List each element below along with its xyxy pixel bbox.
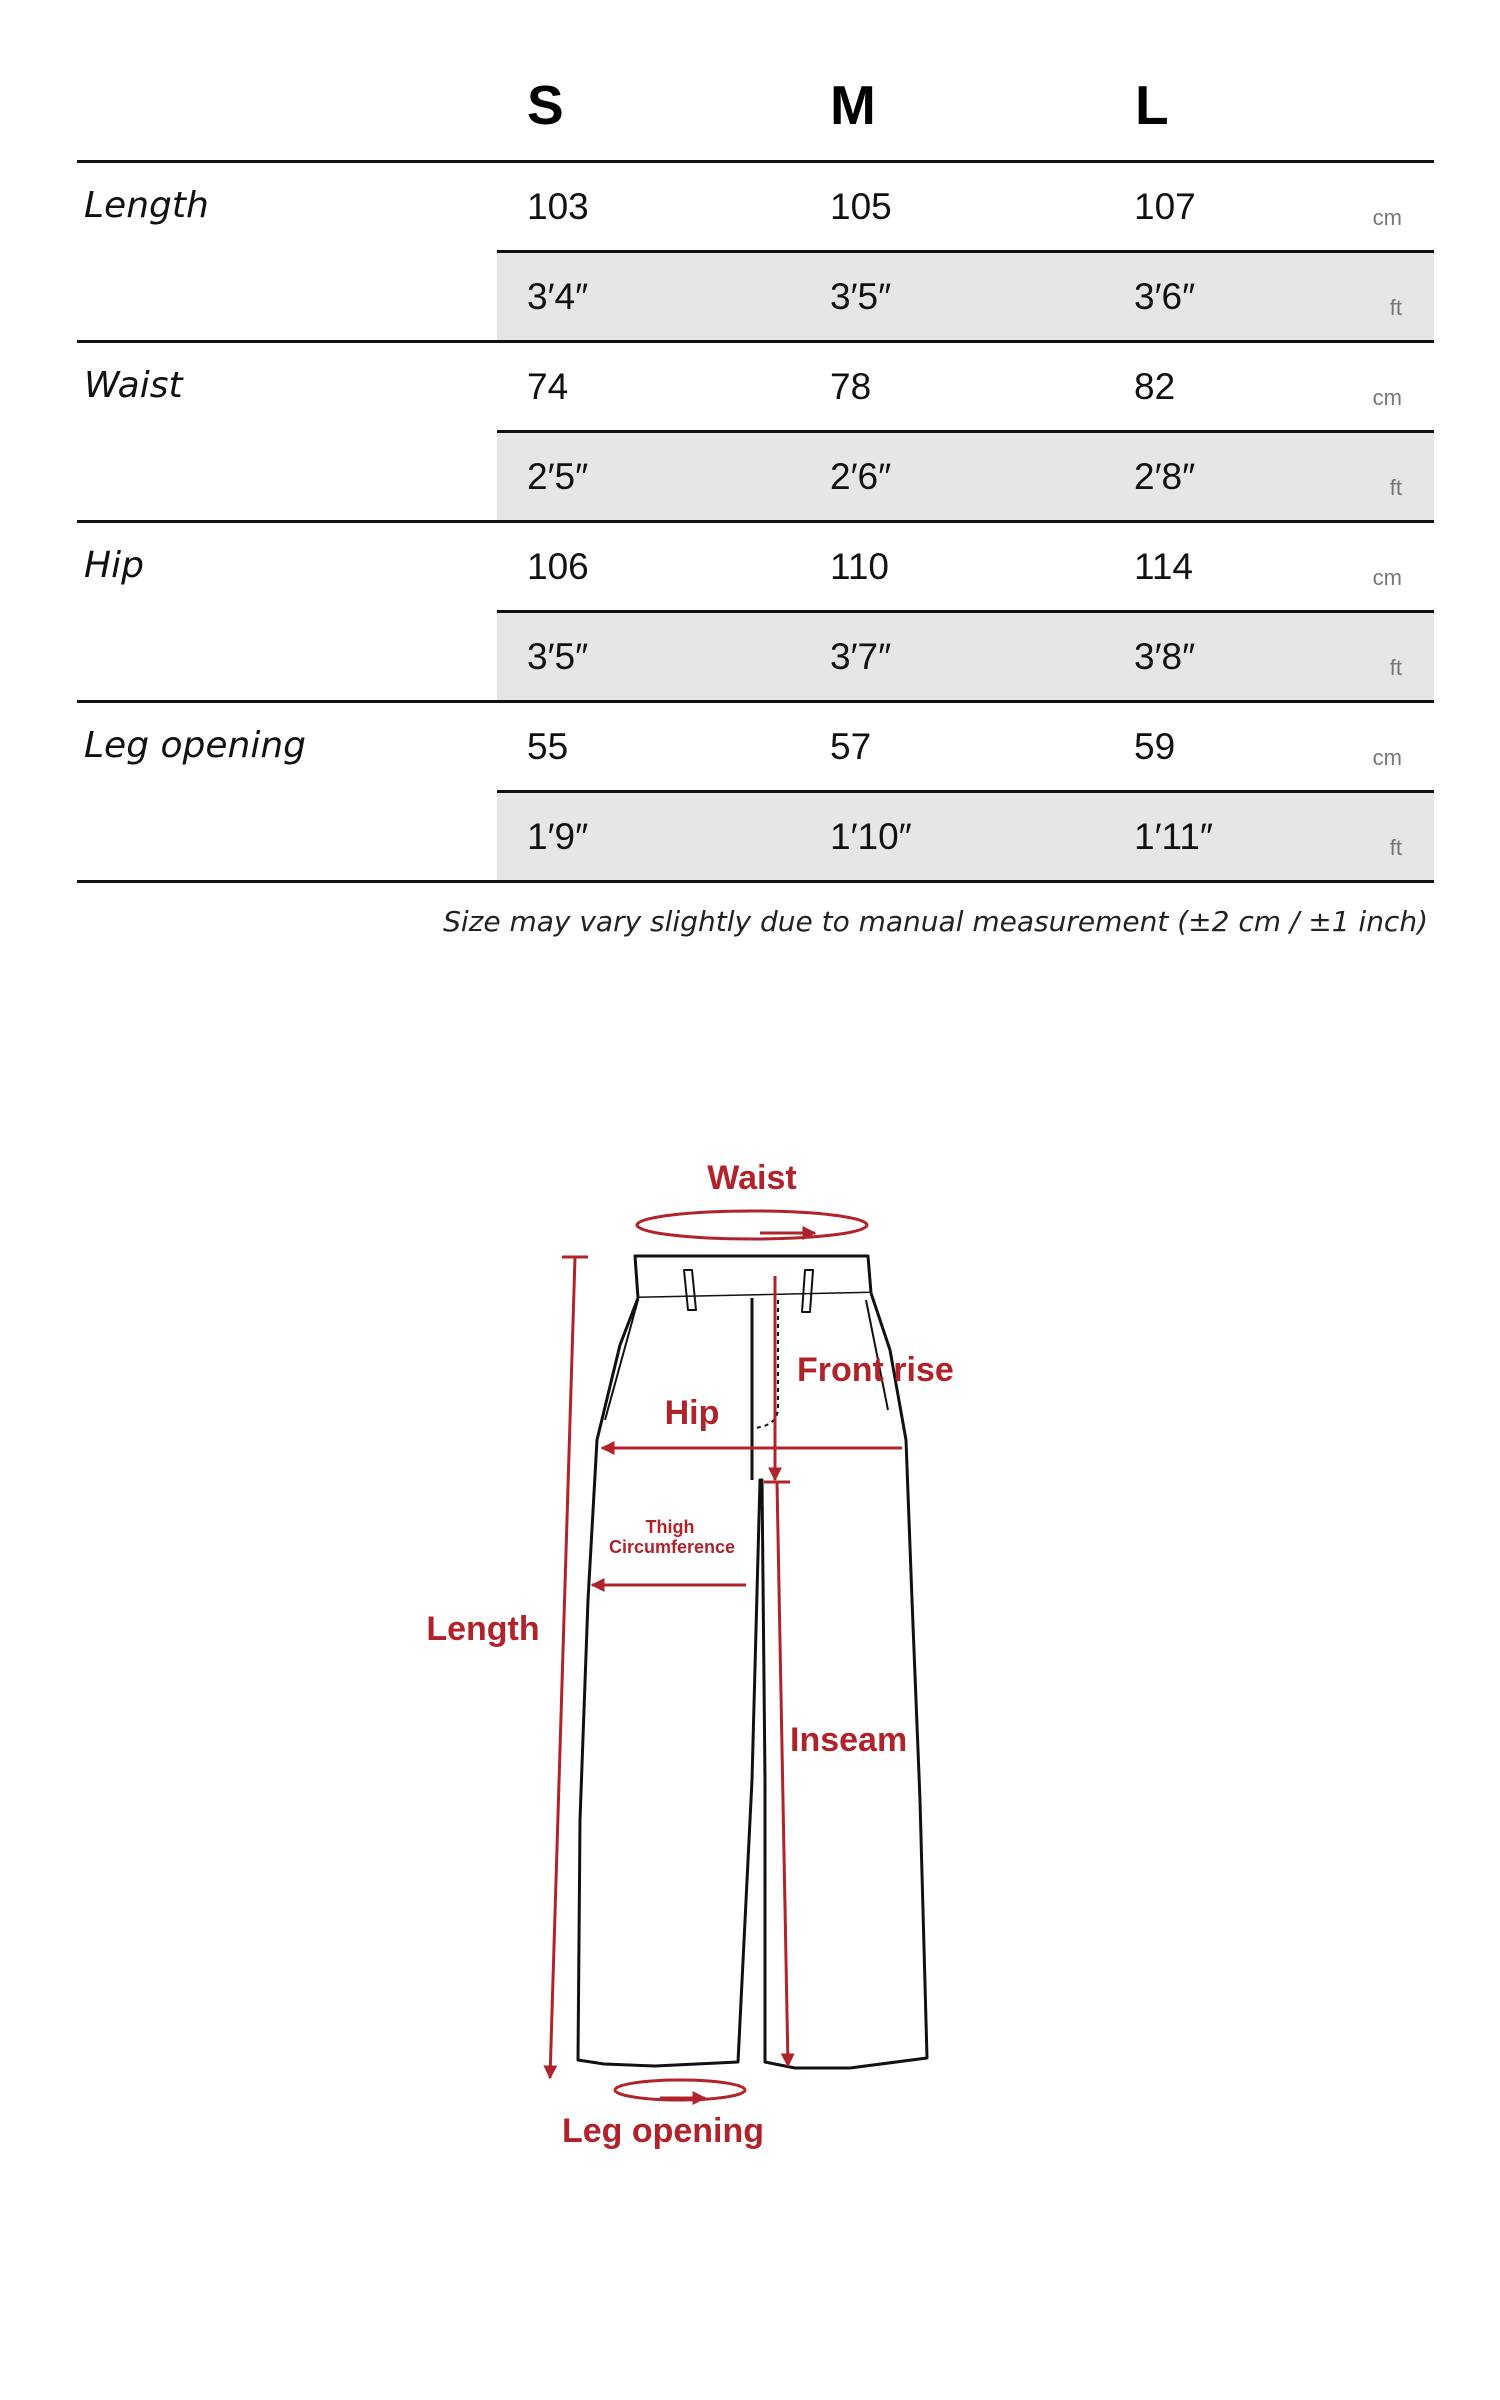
- hip-ft-m: 3′7″: [830, 636, 892, 677]
- hip-cm-m: 110: [830, 546, 889, 587]
- table-bottom-rule: [77, 880, 1434, 883]
- waist-cm-m: 78: [830, 366, 872, 407]
- length-ft-s: 3′4″: [527, 276, 589, 317]
- row-divider: [497, 250, 1434, 253]
- length-cm-s: 103: [527, 186, 589, 227]
- waist-ft-s: 2′5″: [527, 456, 589, 497]
- label-leg-opening: Leg opening: [561, 2112, 765, 2150]
- group-divider: [77, 520, 1434, 523]
- measurement-note: Size may vary slightly due to manual measurement (±2 cm / ±1 inch): [443, 905, 1428, 938]
- waist-cm-s: 74: [527, 366, 569, 407]
- unit-ft: ft: [1389, 835, 1402, 860]
- leg-opening-cm-s: 55: [527, 726, 569, 767]
- unit-ft: ft: [1389, 295, 1402, 320]
- row-divider: [497, 790, 1434, 793]
- hip-cm-s: 106: [527, 546, 589, 587]
- label-hip: Hip: [664, 1394, 720, 1432]
- waist-ft-l: 2′8″: [1134, 456, 1196, 497]
- length-line: [550, 1257, 575, 2078]
- unit-ft: ft: [1389, 655, 1402, 680]
- size-header-l: L: [1135, 74, 1169, 136]
- leg-opening-cm-l: 59: [1134, 726, 1176, 767]
- row-divider: [497, 430, 1434, 433]
- hip-ft-l: 3′8″: [1134, 636, 1196, 677]
- length-ft-l: 3′6″: [1134, 276, 1196, 317]
- hip-ft-s: 3′5″: [527, 636, 589, 677]
- ft-band-length: [497, 253, 1434, 343]
- leg-opening-cm-m: 57: [830, 726, 872, 767]
- leg-opening-ft-m: 1′10″: [830, 816, 912, 857]
- waist-cm-l: 82: [1134, 366, 1176, 407]
- group-divider: [77, 700, 1434, 703]
- length-ft-m: 3′5″: [830, 276, 892, 317]
- hip-cm-l: 114: [1134, 546, 1193, 587]
- ft-band-hip: [497, 613, 1434, 703]
- unit-cm: cm: [1372, 385, 1402, 410]
- unit-ft: ft: [1389, 475, 1402, 500]
- group-divider: [77, 340, 1434, 343]
- unit-cm: cm: [1372, 745, 1402, 770]
- length-cm-l: 107: [1134, 186, 1196, 227]
- size-header-m: M: [830, 74, 876, 136]
- label-waist: Waist: [707, 1159, 797, 1197]
- label-thigh-line1: Thigh: [645, 1517, 695, 1537]
- ft-band-leg-opening: [497, 793, 1434, 883]
- leg-opening-ft-l: 1′11″: [1134, 816, 1214, 857]
- ft-band-waist: [497, 433, 1434, 523]
- trouser-measurement-diagram: [0, 1100, 1500, 2200]
- waistband: [635, 1256, 871, 1298]
- waist-ft-m: 2′6″: [830, 456, 892, 497]
- row-label-hip: Hip: [84, 545, 144, 586]
- label-inseam: Inseam: [790, 1721, 908, 1759]
- table-top-rule: [77, 160, 1434, 163]
- row-divider: [497, 610, 1434, 613]
- leg-opening-ft-s: 1′9″: [527, 816, 589, 857]
- unit-cm: cm: [1372, 565, 1402, 590]
- size-header-s: S: [527, 74, 564, 136]
- row-label-leg-opening: Leg opening: [84, 725, 307, 766]
- length-cm-m: 105: [830, 186, 892, 227]
- row-label-length: Length: [84, 185, 209, 226]
- waist-loop: [637, 1211, 867, 1239]
- label-length: Length: [426, 1610, 540, 1648]
- label-front-rise: Front rise: [797, 1351, 954, 1389]
- row-label-waist: Waist: [84, 365, 183, 406]
- unit-cm: cm: [1372, 205, 1402, 230]
- label-thigh-line2: Circumference: [608, 1537, 736, 1557]
